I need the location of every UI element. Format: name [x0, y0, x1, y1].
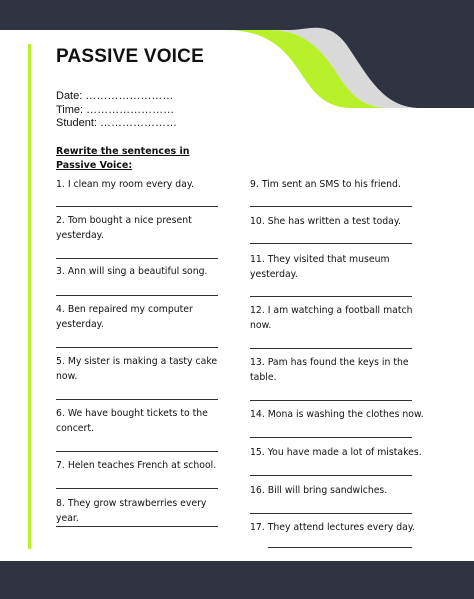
question-16: 16. Bill will bring sandwiches. [250, 485, 388, 496]
question-7: 7. Helen teaches French at school. [56, 460, 217, 471]
instruction: Rewrite the sentences in Passive Voice: [56, 146, 190, 171]
question-8: 8. They grow strawberries every year. [56, 498, 207, 524]
footer-band [0, 561, 474, 599]
answer-line-8[interactable] [56, 526, 218, 527]
answer-line-4[interactable] [56, 347, 218, 348]
answer-line-12[interactable] [250, 348, 412, 349]
question-6: 6. We have bought tickets to the concert. [56, 408, 208, 434]
time-row [56, 104, 177, 118]
answer-line-9[interactable] [250, 206, 412, 207]
answer-line-3[interactable] [56, 295, 218, 296]
question-14: 14. Mona is washing the clothes now. [250, 409, 424, 420]
answer-line-11[interactable] [250, 296, 412, 297]
time-label: Time: [56, 103, 84, 116]
answer-line-13[interactable] [250, 400, 412, 401]
page-title: PASSIVE VOICE [56, 46, 204, 67]
answer-line-15[interactable] [250, 475, 412, 476]
question-3: 3. Ann will sing a beautiful song. [56, 266, 208, 277]
answer-line-2[interactable] [56, 258, 218, 259]
date-label: Date: [56, 90, 83, 102]
answer-line-17[interactable] [268, 547, 412, 548]
date-field[interactable]: …………………… [85, 90, 174, 102]
question-12: 12. I am watching a football match now. [250, 305, 413, 331]
question-17: 17. They attend lectures every day. [250, 522, 415, 533]
question-15: 15. You have made a lot of mistakes. [250, 447, 422, 458]
answer-line-10[interactable] [250, 243, 412, 244]
student-info [56, 90, 177, 131]
question-13: 13. Pam has found the keys in the table. [250, 357, 409, 383]
question-10: 10. She has written a test today. [250, 216, 401, 227]
time-field[interactable]: …………………… [86, 103, 175, 116]
answer-line-6[interactable] [56, 451, 218, 452]
answer-line-1[interactable] [56, 206, 218, 207]
date-row [56, 90, 177, 104]
question-4: 4. Ben repaired my computer yesterday. [56, 304, 193, 330]
student-label: Student: [56, 117, 97, 129]
answer-line-14[interactable] [250, 437, 412, 438]
question-5: 5. My sister is making a tasty cake now. [56, 356, 218, 382]
left-accent-line [28, 44, 31, 549]
answer-line-16[interactable] [250, 513, 412, 514]
student-row [56, 117, 177, 131]
question-2: 2. Tom bought a nice present yesterday. [56, 215, 192, 241]
answer-line-5[interactable] [56, 399, 218, 400]
question-11: 11. They visited that museum yesterday. [250, 254, 390, 280]
student-field[interactable]: ………………… [100, 117, 178, 129]
question-9: 9. Tim sent an SMS to his friend. [250, 179, 401, 190]
question-1: 1. I clean my room every day. [56, 179, 194, 190]
answer-line-7[interactable] [56, 488, 218, 489]
